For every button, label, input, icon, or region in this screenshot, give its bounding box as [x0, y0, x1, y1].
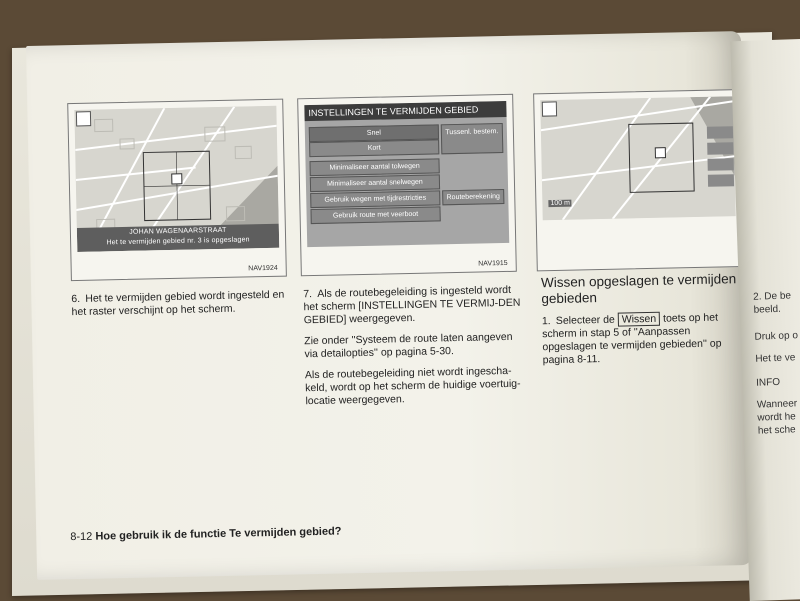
menu-screen	[304, 101, 509, 247]
wissen-key: Wissen	[618, 312, 661, 327]
map-screen	[540, 96, 735, 220]
street-name: JOHAN WAGENAARSTRAAT	[129, 226, 227, 236]
menu-option-kort[interactable]: Kort	[309, 139, 439, 157]
map-scale: 100 m	[550, 199, 570, 208]
figure-map-stored	[67, 99, 287, 281]
menu-option-snel[interactable]: Snel	[309, 124, 439, 142]
step-number: 6.	[71, 292, 81, 306]
manual-page	[26, 31, 752, 580]
page-number: 8-12	[70, 530, 93, 544]
next-page-line: INFO	[756, 376, 781, 389]
column-1	[71, 289, 292, 328]
step-text: Het te vermijden gebied wordt ingesteld en het raster verschijnt op het scherm.	[71, 288, 285, 319]
figure-caption: NAV1924	[248, 264, 278, 273]
menu-title: INSTELLINGEN TE VERMIJDEN GEBIED	[304, 101, 506, 121]
step-text: Als de routebegeleiding is ingesteld wordt het scherm [INSTELLINGEN TE VERMIJ-DEN GEBIED] weergegeven.	[303, 283, 521, 327]
step-text-post: toets op het scherm in stap 5 of ''Aanpassen opgeslagen te vermijden gebieden'' op pagina 8-11.	[542, 311, 722, 367]
menu-option-snelwegen[interactable]: Minimaliseer aantal snelwegen	[310, 174, 440, 192]
figure-map-delete	[533, 89, 744, 271]
page-footer	[70, 526, 341, 544]
figure-settings-menu	[297, 94, 517, 276]
map-screen	[74, 106, 279, 252]
paragraph-reference: Zie onder ''Systeem de route laten aangeven via detailopties'' op pagina 5-30.	[304, 330, 513, 361]
step-text-pre: Selecteer de	[555, 313, 615, 327]
menu-option-tolwegen[interactable]: Minimaliseer aantal tolwegen	[309, 158, 439, 176]
step-number: 1.	[541, 315, 551, 328]
next-page-line: 2. De be	[753, 290, 792, 303]
next-page-line: het sche	[757, 424, 796, 437]
menu-option-veerboot[interactable]: Gebruik route met veerboot	[310, 206, 440, 224]
menu-option-routeberekening[interactable]: Routeberekening	[442, 189, 504, 205]
menu-option-tussenbestemming[interactable]: Tussenl. bestem.	[441, 123, 504, 154]
next-page-line: Het te ve	[755, 352, 796, 365]
chapter-title: Hoe gebruik ik de functie Te vermijden gebied?	[95, 525, 342, 543]
figure-caption: NAV1915	[478, 259, 508, 268]
column-2	[303, 284, 526, 417]
next-page-line: Wanneer	[756, 398, 798, 411]
section-heading: Wissen opgeslagen te vermijden gebieden	[540, 271, 737, 307]
stored-message: Het te vermijden gebied nr. 3 is opgeslagen	[106, 236, 250, 247]
step-number: 7.	[303, 288, 313, 301]
next-page-line: wordt he	[757, 411, 796, 424]
menu-option-tijdrestricties[interactable]: Gebruik wegen met tijdrestricties	[310, 190, 440, 208]
next-page-line: beeld.	[753, 303, 782, 316]
paragraph-info: Als de routebegeleiding niet wordt ingescha-keld, wordt op het scherm de huidige voertuig-locatie weergegeven.	[304, 364, 521, 408]
next-page-line: Druk op o	[754, 330, 799, 343]
column-3	[541, 271, 743, 375]
